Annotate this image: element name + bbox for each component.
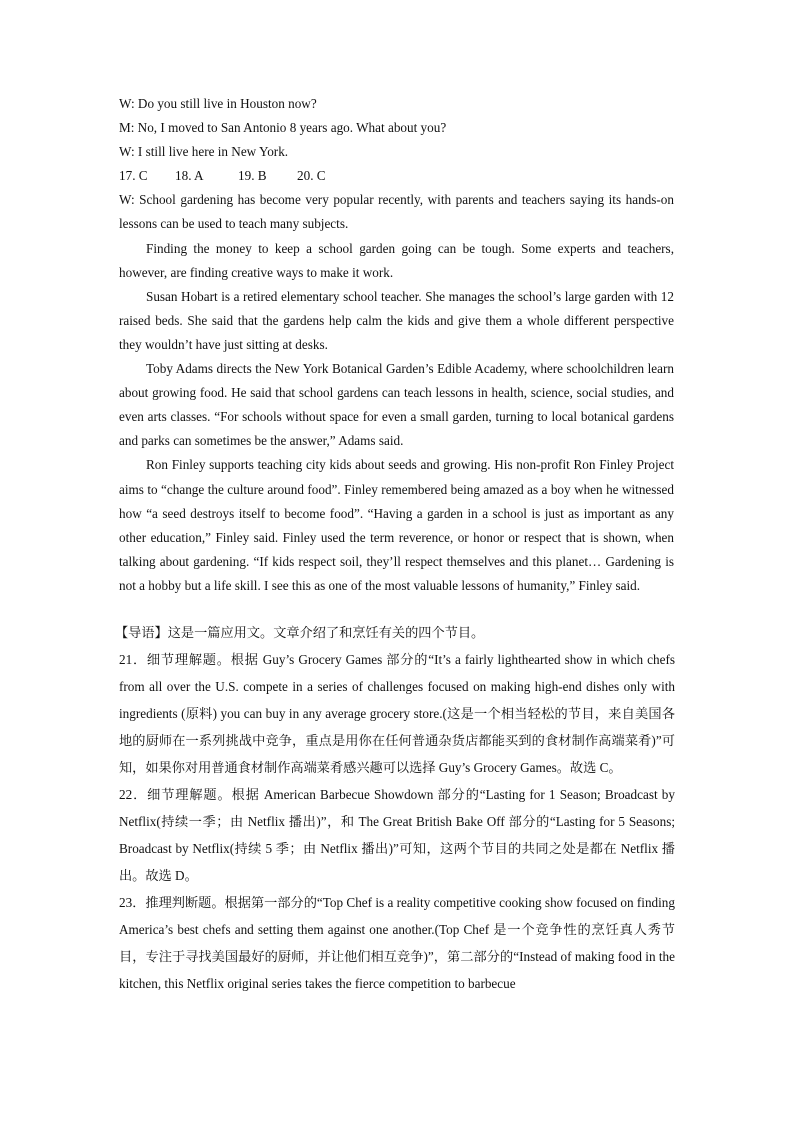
explanation-q23: 23．推理判断题。根据第一部分的“Top Chef is a reality competitive cooking show focused on finding America’s best chefs and setting them against one another.(Top Chef 是一个竞争性的烹饪真人秀节目，专注于寻找美国最好的厨师，并让他们相互竞争)”，第二部分的“Instead of making food in the kitchen, this Netflix original series takes the fierce competition to barbecue (119, 895, 675, 991)
transcript-paragraph: Ron Finley supports teaching city kids about seeds and growing. His non-profit Ron Finley Project aims to “change the culture around food”. Finley remembered being amazed as a boy when he witnessed how “a seed destroys itself to become food”. “Having a garden in a school is just as important as any other education,” Finley said. Finley used the term reverence, or honor or respect that is shown, when talking about gardening. “If kids respect soil, they’ll respect themselves and this planet… Gardening is not a hobby but a life skill. I see this as one of the most valuable lessons of humanity,” Finley said. (119, 457, 674, 593)
guide-heading: 【导语】这是一篇应用文。文章介绍了和烹饪有关的四个节目。 (115, 626, 485, 641)
dialogue-line: M: No, I moved to San Antonio 8 years ago. What about you? (119, 120, 447, 136)
transcript-paragraph: Susan Hobart is a retired elementary school teacher. She manages the school’s large garden with 12 raised beds. She said that the gardens help calm the kids and give them a whole different perspective they wouldn’t have just sitting at desks. (119, 288, 674, 352)
transcript-paragraph: Toby Adams directs the New York Botanical Garden’s Edible Academy, where schoolchildren learn about growing food. He said that school gardens can teach lessons in health, science, social studies, and even arts classes. “For schools without space for even a small garden, turning to local botanical gardens and parks can sometimes be the answer,” Adams said. (119, 361, 674, 449)
listening-transcript (119, 92, 674, 598)
answer-explanation (115, 622, 675, 997)
explanation-q22: 22．细节理解题。根据 American Barbecue Showdown 部分的“Lasting for 1 Season; Broadcast by Netflix(持续一季；由 Netflix 播出)”，和 The Great British Bake Off 部分的“Lasting for 5 Seasons; Broadcast by Netflix(持续 5 季；由 Netflix 播出)”可知，这两个节目的共同之处是都在 Netflix 播出。故选 D。 (119, 787, 675, 883)
answer-18: 18. A (175, 168, 204, 184)
dialogue-line: W: Do you still live in Houston now? (119, 96, 317, 111)
transcript-paragraph: W: School gardening has become very popular recently, with parents and teachers saying its hands-on lessons can be used to teach many subjects. (119, 192, 674, 232)
dialogue-line: W: I still live here in New York. (119, 144, 289, 160)
answer-17: 17. C (119, 168, 148, 184)
explanation-q21: 21．细节理解题。根据 Guy’s Grocery Games 部分的“It’s a fairly lighthearted show in which chefs from all over the U.S. compete in a series of challenges focused on making high-end dishes only with ingredients (原料) you can buy in any average grocery store.(这是一个相当轻松的节目，来自美国各地的厨师在一系列挑战中竞争，重点是用你在任何普通杂货店都能买到的食材制作高端菜肴)”可知，如果你对用普通食材制作高端菜肴感兴趣可以选择 Guy’s Grocery Games。故选 C。 (119, 652, 675, 775)
answer-key-row (119, 164, 674, 188)
answer-19: 19. B (238, 168, 267, 184)
answer-20: 20. C (297, 168, 326, 184)
transcript-paragraph: Finding the money to keep a school garden going can be tough. Some experts and teachers, however, are finding creative ways to make it work. (119, 240, 674, 280)
